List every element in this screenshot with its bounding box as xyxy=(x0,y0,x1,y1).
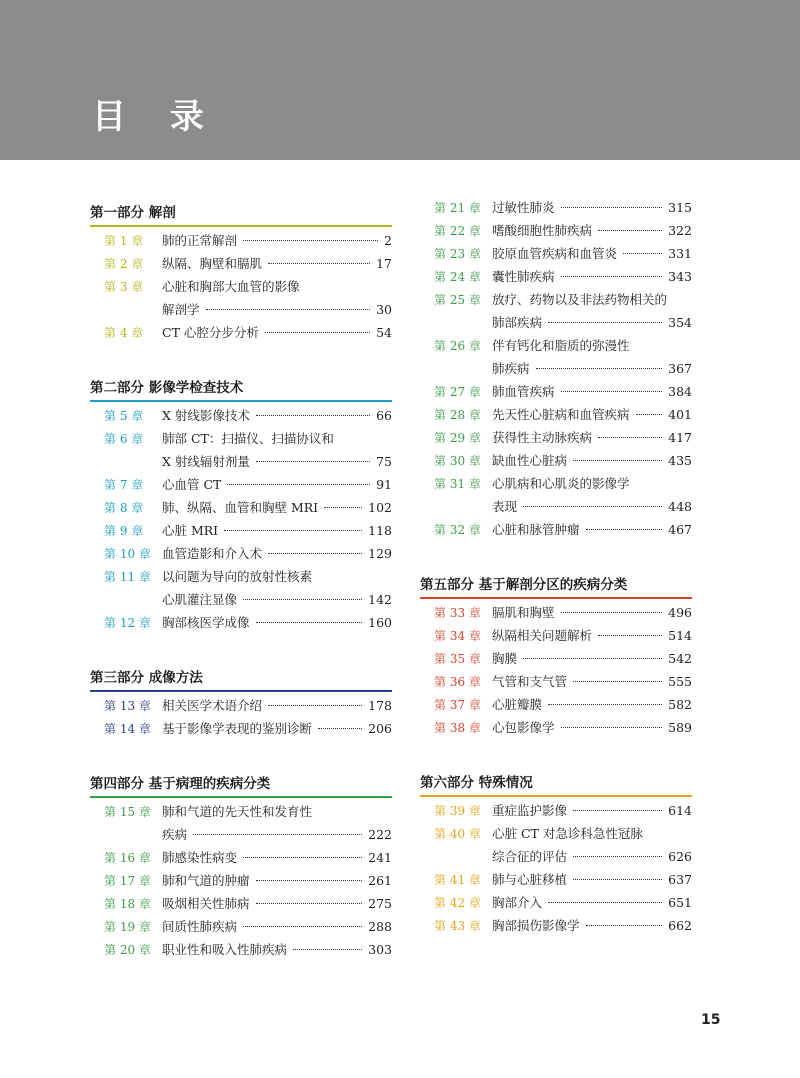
toc-entry-continued xyxy=(90,588,392,611)
dot-leader xyxy=(293,949,362,950)
page-ref: 542 xyxy=(668,651,692,666)
dot-leader xyxy=(268,263,370,264)
page-ref: 275 xyxy=(368,896,392,911)
chapter-title: 肺和气道的肿瘤 xyxy=(162,873,250,888)
chapter-number: 第 12 章 xyxy=(104,616,151,630)
chapter-number: 第 11 章 xyxy=(104,570,151,584)
chapter-number: 第 3 章 xyxy=(104,280,144,294)
page-ref: 66 xyxy=(376,408,392,423)
chapter-number: 第 6 章 xyxy=(104,432,144,446)
dot-leader xyxy=(573,810,662,811)
toc-entry-continued xyxy=(420,357,692,380)
page-ref: 241 xyxy=(368,850,392,865)
toc-entry xyxy=(420,403,692,426)
toc-left-column xyxy=(90,196,392,961)
page-ref: 303 xyxy=(368,942,392,957)
dot-leader xyxy=(561,276,663,277)
chapter-number: 第 7 章 xyxy=(104,478,144,492)
page-ref: 514 xyxy=(668,628,692,643)
toc-entry xyxy=(420,334,692,357)
dot-leader xyxy=(561,727,663,728)
page-ref: 367 xyxy=(668,361,692,376)
chapter-number: 第 19 章 xyxy=(104,920,151,934)
page-ref: 435 xyxy=(668,453,692,468)
toc-entry xyxy=(90,938,392,961)
page-ref: 343 xyxy=(668,269,692,284)
dot-leader xyxy=(548,322,662,323)
toc-entry xyxy=(90,473,392,496)
dot-leader xyxy=(243,240,378,241)
toc-entry xyxy=(90,519,392,542)
chapter-title-continued: X 射线辐射剂量 xyxy=(162,454,250,469)
chapter-title-continued: 肺疾病 xyxy=(492,361,530,376)
chapter-number: 第 26 章 xyxy=(434,339,481,353)
chapter-title: 心血管 CT xyxy=(162,477,222,492)
dot-leader xyxy=(268,705,362,706)
page-ref: 222 xyxy=(368,827,392,842)
chapter-number: 第 36 章 xyxy=(434,675,481,689)
dot-leader xyxy=(224,530,362,531)
chapter-number: 第 18 章 xyxy=(104,897,151,911)
chapter-number: 第 41 章 xyxy=(434,873,481,887)
toc-entry xyxy=(90,321,392,344)
toc-entry xyxy=(420,624,692,647)
header-banner xyxy=(0,0,800,160)
page-title: 目 录 xyxy=(92,97,220,137)
page-ref: 118 xyxy=(368,523,392,538)
toc-entry xyxy=(90,565,392,588)
chapter-title-continued: 肺部疾病 xyxy=(492,315,543,330)
dot-leader xyxy=(227,484,370,485)
page-ref: 261 xyxy=(368,873,392,888)
section-gap xyxy=(420,739,692,766)
page-ref: 467 xyxy=(668,522,692,537)
toc-entry xyxy=(90,496,392,519)
toc-entry xyxy=(90,427,392,450)
page-ref: 448 xyxy=(668,499,692,514)
dot-leader xyxy=(256,622,363,623)
page-ref: 178 xyxy=(368,698,392,713)
toc-entry xyxy=(90,275,392,298)
dot-leader xyxy=(636,414,663,415)
toc-entry xyxy=(90,892,392,915)
dot-leader xyxy=(573,681,662,682)
part-heading: 第二部分 影像学检查技术 xyxy=(90,371,392,402)
dot-leader xyxy=(318,728,362,729)
dot-leader xyxy=(561,612,663,613)
toc-entry xyxy=(420,670,692,693)
chapter-number: 第 25 章 xyxy=(434,293,481,307)
page-ref: 589 xyxy=(668,720,692,735)
chapter-title: 心脏和胸部大血管的影像 xyxy=(162,279,300,294)
chapter-number: 第 15 章 xyxy=(104,805,151,819)
chapter-title-continued: 解剖学 xyxy=(162,302,200,317)
dot-leader xyxy=(548,704,662,705)
page-ref: 91 xyxy=(376,477,392,492)
toc-entry xyxy=(420,472,692,495)
part-heading: 第五部分 基于解剖分区的疾病分类 xyxy=(420,568,692,599)
dot-leader xyxy=(573,460,662,461)
chapter-number: 第 8 章 xyxy=(104,501,144,515)
page-ref: 206 xyxy=(368,721,392,736)
toc-entry xyxy=(420,914,692,937)
page-ref: 315 xyxy=(668,200,692,215)
chapter-number: 第 33 章 xyxy=(434,606,481,620)
dot-leader xyxy=(573,856,662,857)
toc-entry-continued xyxy=(420,845,692,868)
toc-entry xyxy=(420,380,692,403)
section-gap xyxy=(90,634,392,661)
toc-entry xyxy=(90,611,392,634)
chapter-number: 第 38 章 xyxy=(434,721,481,735)
dot-leader xyxy=(206,309,371,310)
chapter-number: 第 4 章 xyxy=(104,326,144,340)
toc-entry xyxy=(90,869,392,892)
chapter-title: 心脏 MRI xyxy=(162,523,219,538)
chapter-title: 缺血性心脏病 xyxy=(492,453,568,468)
toc-entry xyxy=(90,694,392,717)
chapter-title: 伴有钙化和脂质的弥漫性 xyxy=(492,338,630,353)
page-ref: 288 xyxy=(368,919,392,934)
dot-leader xyxy=(598,437,662,438)
toc-entry xyxy=(420,288,692,311)
dot-leader xyxy=(243,599,362,600)
toc-entry xyxy=(420,518,692,541)
dot-leader xyxy=(523,658,662,659)
page-ref: 2 xyxy=(384,233,392,248)
chapter-title: 相关医学术语介绍 xyxy=(162,698,263,713)
chapter-number: 第 28 章 xyxy=(434,408,481,422)
toc-entry-continued xyxy=(420,311,692,334)
chapter-number: 第 14 章 xyxy=(104,722,151,736)
chapter-title: 胶原血管疾病和血管炎 xyxy=(492,246,618,261)
chapter-number: 第 40 章 xyxy=(434,827,481,841)
dot-leader xyxy=(193,834,362,835)
toc-entry xyxy=(420,891,692,914)
toc-entry-continued xyxy=(90,298,392,321)
chapter-title: 重症监护影像 xyxy=(492,803,568,818)
toc-entry-continued xyxy=(90,823,392,846)
chapter-title: 膈肌和胸壁 xyxy=(492,605,555,620)
dot-leader xyxy=(586,925,663,926)
dot-leader xyxy=(256,880,363,881)
chapter-number: 第 10 章 xyxy=(104,547,151,561)
chapter-number: 第 31 章 xyxy=(434,477,481,491)
page-ref: 637 xyxy=(668,872,692,887)
part-heading: 第三部分 成像方法 xyxy=(90,661,392,692)
chapter-title: 纵隔、胸壁和膈肌 xyxy=(162,256,263,271)
chapter-title: 先天性心脏病和血管疾病 xyxy=(492,407,630,422)
dot-leader xyxy=(268,553,362,554)
chapter-title: 基于影像学表现的鉴别诊断 xyxy=(162,721,313,736)
toc-entry xyxy=(420,601,692,624)
chapter-title: 心包影像学 xyxy=(492,720,555,735)
chapter-title-continued: 综合征的评估 xyxy=(492,849,568,864)
toc-entry xyxy=(420,426,692,449)
page-ref: 651 xyxy=(668,895,692,910)
section-gap xyxy=(90,344,392,371)
chapter-title: 胸部核医学成像 xyxy=(162,615,250,630)
chapter-number: 第 2 章 xyxy=(104,257,144,271)
dot-leader xyxy=(586,529,663,530)
toc-right-column xyxy=(420,196,692,937)
page-ref: 160 xyxy=(368,615,392,630)
chapter-title: CT 心腔分步分析 xyxy=(162,325,259,340)
chapter-number: 第 13 章 xyxy=(104,699,151,713)
dot-leader xyxy=(536,368,663,369)
page-number: 15 xyxy=(701,1012,721,1028)
dot-leader xyxy=(523,506,662,507)
chapter-title: 间质性肺疾病 xyxy=(162,919,238,934)
part-heading: 第六部分 特殊情况 xyxy=(420,766,692,797)
chapter-title: 肺与心脏移植 xyxy=(492,872,568,887)
dot-leader xyxy=(265,332,370,333)
chapter-title: 胸部介入 xyxy=(492,895,543,910)
page-ref: 626 xyxy=(668,849,692,864)
chapter-number: 第 30 章 xyxy=(434,454,481,468)
chapter-number: 第 1 章 xyxy=(104,234,144,248)
chapter-number: 第 5 章 xyxy=(104,409,144,423)
page-ref: 354 xyxy=(668,315,692,330)
chapter-number: 第 23 章 xyxy=(434,247,481,261)
toc-entry xyxy=(90,542,392,565)
page-ref: 555 xyxy=(668,674,692,689)
dot-leader xyxy=(598,230,662,231)
page-ref: 384 xyxy=(668,384,692,399)
page-ref: 582 xyxy=(668,697,692,712)
toc-entry xyxy=(90,846,392,869)
chapter-number: 第 37 章 xyxy=(434,698,481,712)
chapter-title: 心脏 CT 对急诊科急性冠脉 xyxy=(492,826,643,841)
toc-entry xyxy=(420,196,692,219)
section-gap xyxy=(90,740,392,767)
chapter-number: 第 29 章 xyxy=(434,431,481,445)
chapter-number: 第 17 章 xyxy=(104,874,151,888)
dot-leader xyxy=(256,903,363,904)
chapter-title: 血管造影和介入术 xyxy=(162,546,263,561)
page-ref: 322 xyxy=(668,223,692,238)
toc-entry xyxy=(90,800,392,823)
chapter-number: 第 39 章 xyxy=(434,804,481,818)
chapter-title: 获得性主动脉疾病 xyxy=(492,430,593,445)
toc-entry xyxy=(420,265,692,288)
dot-leader xyxy=(561,207,663,208)
chapter-title: 肺部 CT：扫描仪、扫描协议和 xyxy=(162,431,334,446)
chapter-number: 第 35 章 xyxy=(434,652,481,666)
chapter-title: 吸烟相关性肺病 xyxy=(162,896,250,911)
chapter-number: 第 42 章 xyxy=(434,896,481,910)
chapter-title: 肺感染性病变 xyxy=(162,850,238,865)
chapter-number: 第 43 章 xyxy=(434,919,481,933)
chapter-title: 放疗、药物以及非法药物相关的 xyxy=(492,292,668,307)
part-heading: 第四部分 基于病理的疾病分类 xyxy=(90,767,392,798)
dot-leader xyxy=(256,415,370,416)
part-heading: 第一部分 解剖 xyxy=(90,196,392,227)
chapter-number: 第 32 章 xyxy=(434,523,481,537)
chapter-title: 胸膜 xyxy=(492,651,518,666)
toc-entry xyxy=(90,229,392,252)
chapter-title: 纵隔相关问题解析 xyxy=(492,628,593,643)
chapter-number: 第 21 章 xyxy=(434,201,481,215)
chapter-title: 肺、纵隔、血管和胸壁 MRI xyxy=(162,500,319,515)
toc-entry xyxy=(90,404,392,427)
dot-leader xyxy=(243,926,362,927)
chapter-number: 第 22 章 xyxy=(434,224,481,238)
chapter-number: 第 24 章 xyxy=(434,270,481,284)
toc-entry xyxy=(90,717,392,740)
toc-entry xyxy=(420,647,692,670)
toc-entry xyxy=(420,219,692,242)
chapter-title-continued: 表现 xyxy=(492,499,518,514)
page-ref: 54 xyxy=(376,325,392,340)
chapter-title-continued: 疾病 xyxy=(162,827,188,842)
chapter-title-continued: 心肌灌注显像 xyxy=(162,592,238,607)
chapter-title: 囊性肺疾病 xyxy=(492,269,555,284)
toc-entry xyxy=(90,915,392,938)
chapter-number: 第 20 章 xyxy=(104,943,151,957)
page-ref: 331 xyxy=(668,246,692,261)
chapter-number: 第 9 章 xyxy=(104,524,144,538)
chapter-title: 过敏性肺炎 xyxy=(492,200,555,215)
toc-entry xyxy=(420,449,692,472)
page-ref: 30 xyxy=(376,302,392,317)
page-ref: 401 xyxy=(668,407,692,422)
page-ref: 614 xyxy=(668,803,692,818)
page-ref: 75 xyxy=(376,454,392,469)
dot-leader xyxy=(548,902,662,903)
page-ref: 17 xyxy=(376,256,392,271)
chapter-title: 心脏瓣膜 xyxy=(492,697,543,712)
dot-leader xyxy=(256,461,370,462)
toc-entry xyxy=(420,242,692,265)
toc-entry xyxy=(420,799,692,822)
chapter-title: 肺和气道的先天性和发育性 xyxy=(162,804,313,819)
section-gap xyxy=(420,541,692,568)
chapter-number: 第 27 章 xyxy=(434,385,481,399)
page-ref: 662 xyxy=(668,918,692,933)
dot-leader xyxy=(598,635,662,636)
dot-leader xyxy=(324,507,362,508)
toc-entry xyxy=(420,822,692,845)
chapter-title: 以问题为导向的放射性核素 xyxy=(162,569,313,584)
chapter-title: 职业性和吸入性肺疾病 xyxy=(162,942,288,957)
toc-entry xyxy=(90,252,392,275)
chapter-title: 嗜酸细胞性肺疾病 xyxy=(492,223,593,238)
chapter-number: 第 34 章 xyxy=(434,629,481,643)
toc-entry-continued xyxy=(90,450,392,473)
toc-entry xyxy=(420,693,692,716)
dot-leader xyxy=(573,879,662,880)
chapter-title: X 射线影像技术 xyxy=(162,408,250,423)
chapter-title: 气管和支气管 xyxy=(492,674,568,689)
toc-entry xyxy=(420,868,692,891)
chapter-title: 胸部损伤影像学 xyxy=(492,918,580,933)
chapter-number: 第 16 章 xyxy=(104,851,151,865)
page-ref: 102 xyxy=(368,500,392,515)
dot-leader xyxy=(623,253,662,254)
toc-entry-continued xyxy=(420,495,692,518)
chapter-title: 心脏和脉管肿瘤 xyxy=(492,522,580,537)
page-ref: 496 xyxy=(668,605,692,620)
dot-leader xyxy=(243,857,362,858)
chapter-title: 肺的正常解剖 xyxy=(162,233,238,248)
page-ref: 142 xyxy=(368,592,392,607)
toc-entry xyxy=(420,716,692,739)
chapter-title: 心肌病和心肌炎的影像学 xyxy=(492,476,630,491)
dot-leader xyxy=(561,391,663,392)
page-ref: 417 xyxy=(668,430,692,445)
page-ref: 129 xyxy=(368,546,392,561)
chapter-title: 肺血管疾病 xyxy=(492,384,555,399)
